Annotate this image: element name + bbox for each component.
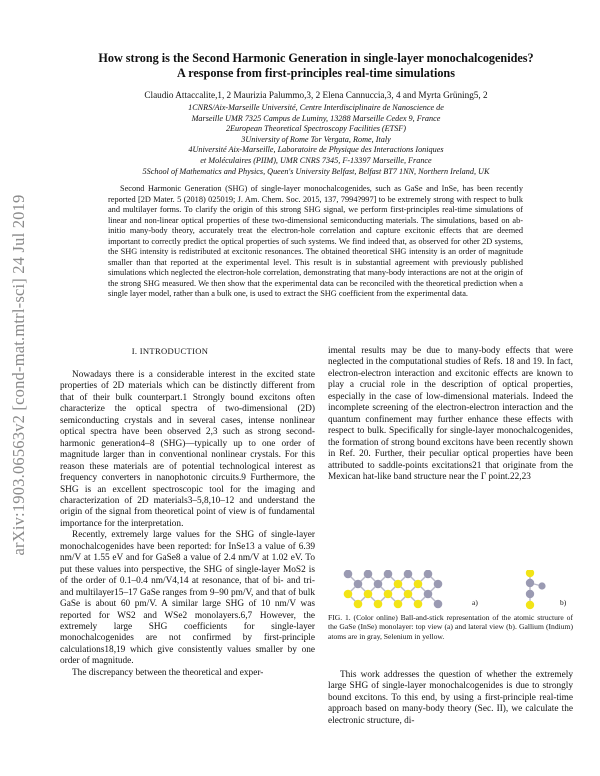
- selenium-atom: [414, 600, 423, 609]
- paragraph: Recently, extremely large values for the SHG of single-layer monochalcogenides have been reported: for InSe13 a value of 6.39 nm/V at 1.55 eV and for GaSe8 a value of 2.4 nm/V at 1.02 eV. To put these values into perspective, the SHG of single-layer MoS2 is of the order of 0.1–0.4 nm/V4,14 at resonance, that of bi- and tri- and multilayer15–17 GaSe ranges from 9–90 pm/V, and that of bulk GaSe is about 60 pm/V. A similar large SHG of 10 nm/V was reported for WS2 and WSe2 monolayers.6,7 However, the extremely large SHG coefficients for single-layer monochalcogenides are not confirmed by first-principle calculations18,19 which give consistently values smaller by one order of magnitude.: [60, 530, 315, 667]
- selenium-atom: [526, 601, 534, 609]
- selenium-atom: [404, 590, 413, 599]
- atomic-structure-figure: [330, 570, 573, 610]
- paragraph: This work addresses the question of whether the extremely large SHG of single-layer monochalcogenides is due to strongly bound excitons. To this end, by using a first-principle real-time approach based on many-body theory (Sec. II), we calculate the electronic structure, di-: [328, 670, 573, 726]
- figure-label-a: a): [472, 598, 478, 607]
- affiliation-line: 2European Theoretical Spectroscopy Facilities (ETSF): [225, 124, 407, 134]
- gallium-atom: [434, 580, 443, 589]
- affiliation-line: 1CNRS/Aix-Marseille Université, Centre Interdisciplinaire de Nanoscience de: [188, 103, 444, 112]
- gallium-atom: [538, 582, 545, 589]
- right-column-top: [328, 346, 573, 483]
- selenium-atom: [394, 580, 403, 589]
- paragraph: The discrepancy between the theoretical and exper-: [72, 667, 264, 678]
- title-line-2: A response from first-principles real-time simulations: [177, 66, 455, 80]
- author-list: Claudio Attaccalite,1, 2 Maurizia Palummo,3, 2 Elena Cannuccia,3, 4 and Myrta Grüning5, 2: [144, 90, 488, 100]
- gallium-atom: [364, 570, 373, 578]
- gallium-atom: [526, 590, 534, 598]
- paragraph: Nowadays there is a considerable interest in the excited state properties of 2D materials which can be distinctly different from that of their bulk counterpart.1 Strongly bound excitons often characterize the optical spectra of two-dimensional (2D) semiconducting crystals and in several cases, intense nonlinear optical spectra have been observed 2,3 such as strong second-harmonic generation4–8 (SHG)—typically up to one order of magnitude larger than in conventional nonlinear crystals. For this reason these materials are of potential technological interest as frequency converters in nanophotonic circuits.9 Furthermore, the SHG is an excellent spectroscopic tool for the imaging and characterization of 2D materials3–5,8,10–12 and understand the origin of the signal from theoretical point of view is of fundamental importance for the interpretation.: [60, 370, 315, 529]
- affiliations: [60, 103, 572, 177]
- affiliation-line: 5School of Mathematics and Physics, Queen's University Belfast, Belfast BT7 1NN, Northern Ireland, UK: [142, 166, 490, 176]
- abstract-text: Second Harmonic Generation (SHG) of single-layer monochalcogenides, such as GaSe and InSe, has been recently reported [2D Mater. 5 (2018) 025019; J. Am. Chem. Soc. 2015, 137, 7994?997] to be extremely strong with respect to bulk and multilayer forms. To clarify the origin of this strong SHG signal, we perform first-principles real-time simulations of linear and non-linear optical properties of these two-dimensional semiconducting materials. The simulations, based on ab-initio many-body theory, accurately treat the electron-hole correlation and capture excitonic effects that are deemed important to correctly predict the optical properties of such systems. We find indeed that, as observed for other 2D systems, the SHG intensity is redistributed at excitonic resonances. The obtained theoretical SHG intensity is an order of magnitude smaller than that reported at the experimental level. This result is in substantial agreement with previously published simulations which neglected the electron-hole correlation, demonstrating that many-body interactions are not at the origin of the strong SHG measured. We then show that the experimental data can be reconciled with the theoretical prediction when a single layer model, rather than a bulk one, is used to extract the SHG coefficient from the experimental data.: [108, 184, 523, 299]
- selenium-atom: [354, 600, 363, 609]
- title-line-1: How strong is the Second Harmonic Generation in single-layer monochalcogenides?: [98, 51, 534, 65]
- section-heading: I. INTRODUCTION: [131, 346, 209, 356]
- selenium-atom: [414, 580, 423, 589]
- gallium-atom: [354, 580, 363, 589]
- left-column: [60, 370, 315, 679]
- gallium-atom: [384, 570, 393, 578]
- selenium-atom: [374, 600, 383, 609]
- figure-label-b: b): [560, 598, 567, 607]
- selenium-atom: [526, 570, 534, 577]
- affiliation-line: 4Université Aix-Marseille, Laboratoire de Physique des Interactions Ioniques: [188, 145, 444, 155]
- affiliation-line: et Moléculaires (PIIM), UMR CNRS 7345, F-13397 Marseille, France: [200, 155, 432, 165]
- paragraph: imental results may be due to many-body effects that were neglected in the computational studies of Refs. 18 and 19. In fact, electron-electron interaction and excitonic effects are known to play a crucial role in the description of optical properties, especially in the case of low-dimensional materials. Indeed the incomplete screening of the electron-electron interaction and the quantum confinement may further enhance these effects with respect to bulk. Specifically for single-layer monochalcogenides, the formation of strong bound excitons have been recently shown in Ref. 20. Further, their peculiar optical properties have been attributed to saddle-points excitations21 that originate from the Mexican hat-like band structure near the Γ point.22,23: [328, 346, 573, 482]
- arxiv-stamp: arXiv:1903.06563v2 [cond-mat.mtrl-sci] 24 Jul 2019: [9, 194, 28, 556]
- paper-title: [60, 51, 572, 81]
- selenium-atom: [344, 590, 353, 599]
- abstract: [108, 184, 523, 300]
- gallium-atom: [526, 579, 534, 587]
- selenium-atom: [394, 600, 403, 609]
- gallium-atom: [374, 580, 383, 589]
- gallium-atom: [424, 570, 433, 578]
- right-column-bottom: [328, 670, 573, 727]
- selenium-atom: [384, 590, 393, 599]
- affiliation-line: Marseille UMR 7325 Campus de Luminy, 13288 Marseille Cedex 9, France: [191, 113, 441, 123]
- gallium-atom: [344, 570, 353, 578]
- affiliation-line: 3University of Rome Tor Vergata, Rome, Italy: [241, 134, 391, 144]
- figure-caption: FIG. 1. (Color online) Ball-and-stick representation of the atomic structure of the GaSe (InSe) monolayer: top view (a) and lateral view (b). Gallium (Indium) atoms are in gray, Selenium in yellow.: [328, 613, 573, 641]
- gallium-atom: [404, 570, 413, 578]
- selenium-atom: [364, 590, 373, 599]
- gallium-atom: [424, 590, 433, 599]
- gallium-atom: [434, 600, 443, 609]
